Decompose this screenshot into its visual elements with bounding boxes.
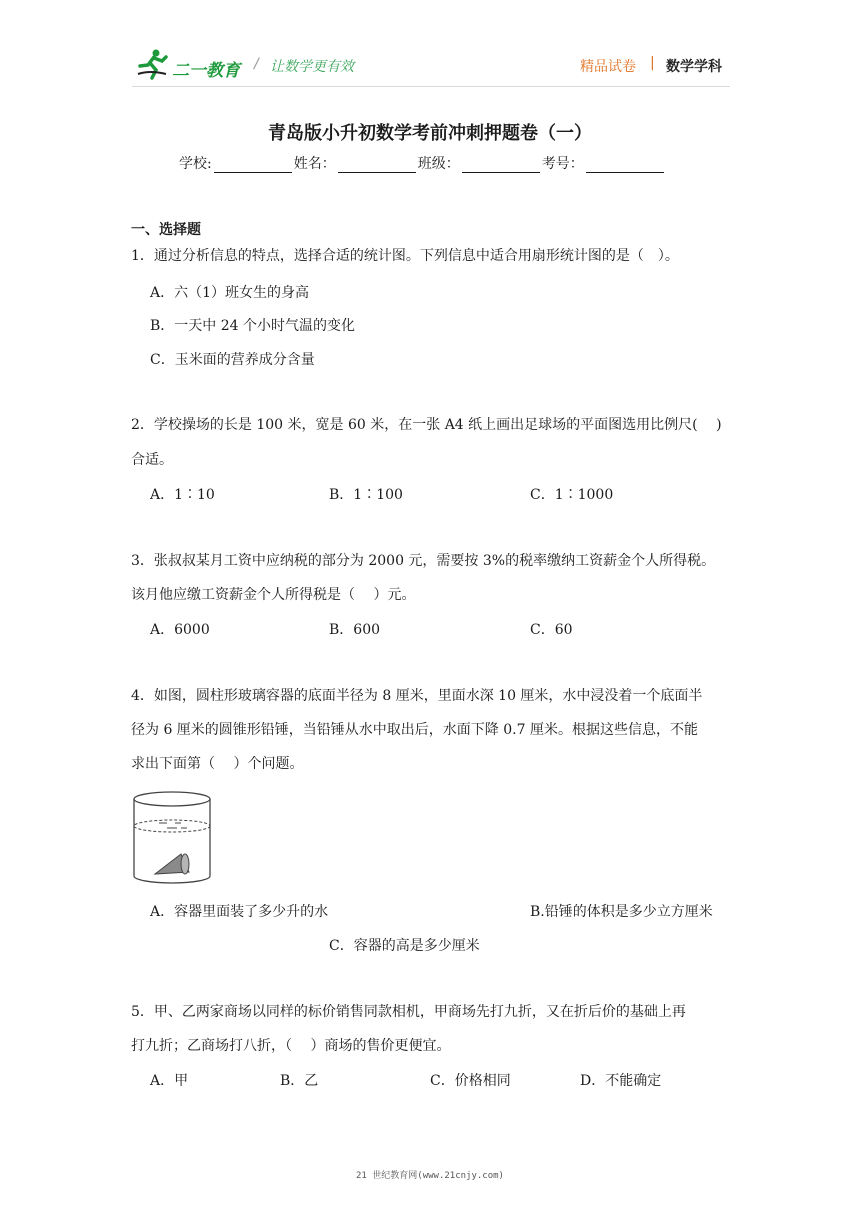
logo (136, 48, 244, 82)
question-1-option-c: C．玉米面的营养成分含量 (150, 352, 315, 368)
logo-text: 二一教育 (172, 61, 240, 81)
name-field[interactable] (338, 158, 416, 173)
question-4-option-a: A．容器里面装了多少升的水 (150, 904, 329, 920)
question-3-option-b: B．600 (329, 622, 381, 638)
question-3-line-1: 3．张叔叔某月工资中应纳税的部分为 2000 元，需要按 3%的税率缴纳工资薪金个人所得税。 (131, 553, 716, 569)
header-slogan: 让数学更有效 (270, 59, 354, 75)
school-label: 学校: (179, 156, 212, 172)
header-divider-line (132, 86, 730, 87)
page-title: 青岛版小升初数学考前冲刺押题卷（一） (268, 123, 592, 144)
exam-no-field[interactable] (586, 158, 664, 173)
question-1-option-b: B．一天中 24 个小时气温的变化 (150, 318, 356, 334)
question-2-option-c: C．1∶1000 (530, 487, 614, 503)
header-slash: / (254, 56, 259, 72)
question-4-line-1: 4．如图，圆柱形玻璃容器的底面半径为 8 厘米，里面水深 10 厘米，水中浸没着一个底面半 (131, 688, 703, 704)
page-footer: 21 世纪教育网(www.21cnjy.com) (356, 1171, 504, 1181)
question-3-option-a: A．6000 (150, 622, 210, 638)
question-2-option-a: A．1∶10 (150, 487, 215, 503)
question-2-option-b: B．1∶100 (329, 487, 403, 503)
question-4-line-2: 径为 6 厘米的圆锥形铅锤，当铅锤从水中取出后，水面下降 0.7 厘米。根据这些信息，不能 (131, 722, 698, 738)
question-5-option-d: D．不能确定 (580, 1073, 662, 1089)
question-2-line-1: 2．学校操场的长是 100 米，宽是 60 米，在一张 A4 纸上画出足球场的平面图选用比例尺( ) (131, 417, 722, 433)
name-label: 姓名： (293, 156, 336, 172)
class-field[interactable] (462, 158, 540, 173)
school-field[interactable] (214, 158, 292, 173)
question-3-line-2: 该月他应缴工资薪金个人所得税是（ ）元。 (131, 587, 416, 603)
question-1-text: 1．通过分析信息的特点，选择合适的统计图。下列信息中适合用扇形统计图的是（ ）。 (131, 248, 679, 264)
question-5-line-2: 打九折；乙商场打八折，（ ）商场的售价更便宜。 (131, 1038, 451, 1054)
question-5-option-c: C．价格相同 (430, 1073, 511, 1089)
question-5-option-a: A．甲 (150, 1073, 189, 1089)
question-4-option-b: B.铅锤的体积是多少立方厘米 (530, 904, 713, 920)
class-label: 班级： (417, 156, 460, 172)
header-divider: | (650, 55, 655, 71)
question-2-line-2: 合适。 (131, 452, 173, 468)
subject-label: 数学学科 (666, 59, 722, 75)
question-4-option-c: C．容器的高是多少厘米 (329, 938, 480, 954)
question-5-line-1: 5．甲、乙两家商场以同样的标价销售同款相机，甲商场先打九折，又在折后价的基础上再 (131, 1004, 686, 1020)
exam-no-label: 考号： (541, 156, 584, 172)
cylinder-container-figure (131, 790, 213, 886)
runner-icon (136, 48, 170, 80)
quality-label: 精品试卷 (580, 59, 636, 75)
section-heading: 一、选择题 (131, 222, 201, 238)
question-1-option-a: A．六（1）班女生的身高 (150, 285, 310, 301)
question-5-option-b: B．乙 (280, 1073, 319, 1089)
student-info-line (179, 153, 666, 173)
question-3-option-c: C．60 (530, 622, 573, 638)
question-4-line-3: 求出下面第（ ）个问题。 (131, 756, 304, 772)
